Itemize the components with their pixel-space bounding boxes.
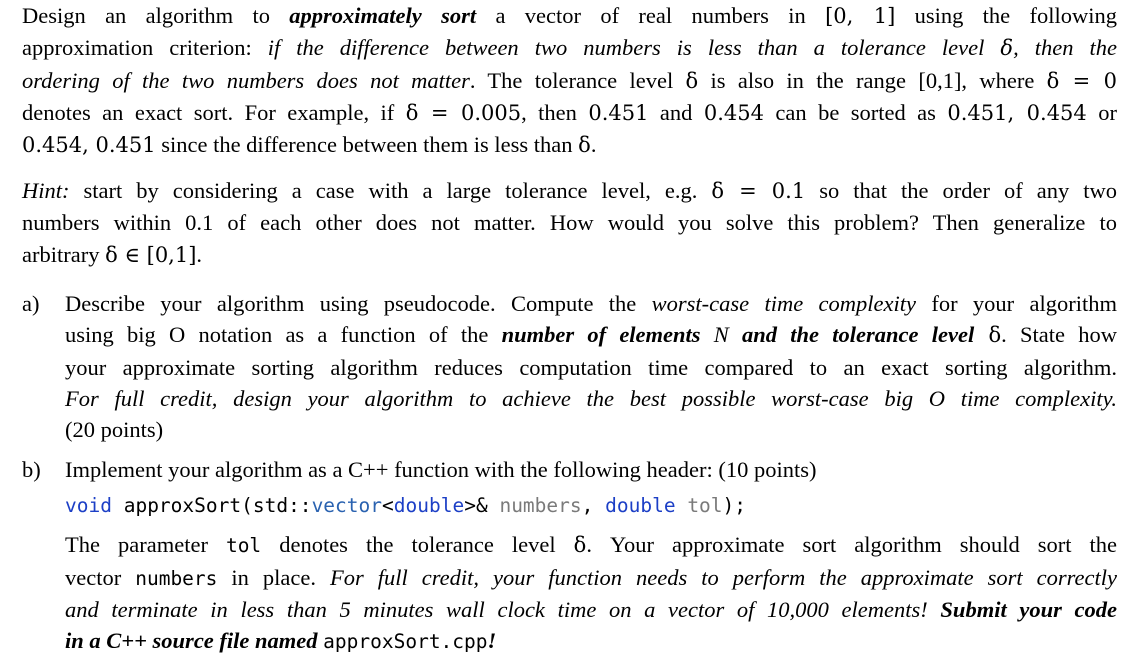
text: for your algorithm: [916, 291, 1117, 316]
math: N: [700, 322, 743, 348]
math: δ = 0.1: [711, 179, 806, 203]
math: δ: [578, 133, 591, 158]
text: using the following: [895, 3, 1117, 28]
part-b-label: b): [22, 457, 41, 482]
text: . Your approximate sort algorithm should sort the: [586, 532, 1117, 558]
text: so that the order of any two: [805, 178, 1117, 203]
code-keyword: double: [393, 494, 465, 518]
hint-line-2: numbers within 0.1 of each other does not matter. How would you solve this problem? Then generalize to: [22, 210, 1117, 236]
emphasis: worst-case time complexity: [651, 291, 916, 316]
inline-code: tol: [225, 534, 262, 558]
text: approximation criterion:: [22, 35, 268, 61]
code-text: approxSort(std::: [111, 494, 312, 518]
math: δ = 0.005: [405, 100, 522, 125]
text: Describe your algorithm using pseudocode. Compute the: [65, 291, 652, 316]
emphasis: number of elements: [501, 322, 701, 348]
part-b-paragraph-2: [65, 529, 1117, 657]
intro-paragraph: [22, 0, 1117, 161]
intro-line-3: [22, 65, 1117, 97]
code-text: ,: [581, 494, 606, 518]
emphasis: ordering of the two numbers does not matter: [22, 67, 470, 93]
text: vector: [65, 564, 136, 590]
text: and: [648, 99, 704, 125]
part-b-p2-line-4: [65, 625, 1117, 657]
code-keyword: void: [65, 494, 112, 518]
text: is also in the range [0,1], where: [698, 67, 1047, 93]
intro-line-5: [22, 129, 1117, 161]
text: arbitrary: [22, 241, 106, 267]
intro-line-1: [22, 0, 1117, 32]
text: Design an algorithm to: [22, 3, 290, 28]
emphasis: , then the: [1013, 35, 1117, 61]
inline-code: numbers: [135, 566, 218, 590]
code-param: numbers: [499, 494, 582, 518]
emphasis: and the tolerance level: [742, 322, 975, 348]
math: 0.451: [588, 100, 649, 125]
inline-code: approxSort.cpp: [323, 630, 488, 654]
math: δ ∈ [0,1]: [105, 242, 197, 267]
text: in place.: [217, 564, 330, 590]
code-text: >&: [464, 494, 500, 518]
part-a-line-5: (20 points): [65, 417, 164, 443]
hint-line-1: [22, 175, 1117, 207]
emphasis: and terminate in less than 5 minutes wall clock time on a vector of 10,000 elements!: [65, 596, 941, 622]
part-a-line-2: [65, 319, 1117, 351]
math: δ: [685, 68, 699, 93]
math: δ: [974, 323, 1002, 348]
text: a vector of real numbers in: [476, 3, 826, 28]
text: . The tolerance level: [469, 67, 686, 93]
part-b-body: [65, 454, 1117, 657]
emphasis: For full credit, design your algorithm to achieve the best possible worst-case big O time complexity.: [65, 385, 1117, 411]
math: δ: [1000, 36, 1014, 61]
part-b-p2-line-1: [65, 529, 1117, 561]
strong-emphasis: !: [487, 628, 497, 654]
text: or: [1086, 99, 1117, 125]
math: δ: [573, 533, 587, 558]
text: denotes the tolerance level: [261, 532, 574, 558]
text: can be sorted as: [763, 99, 948, 125]
text: denotes an exact sort. For example, if: [22, 99, 406, 125]
text: The parameter: [65, 532, 226, 558]
text: using big O notation as a function of the: [65, 322, 502, 348]
hint-line-3: [22, 239, 1117, 271]
strong-emphasis: in a C++ source file named: [65, 628, 324, 654]
text: .: [590, 132, 597, 158]
intro-line-2: [22, 32, 1117, 64]
text: . State how: [1001, 322, 1117, 348]
part-a-line-1: [65, 288, 1117, 319]
part-b-p2-line-2: [65, 562, 1117, 594]
math: 0.451, 0.454: [947, 100, 1087, 125]
code-keyword: double: [605, 494, 676, 518]
emphasis: if the difference between two numbers is less than a tolerance level: [267, 35, 1001, 61]
hint-paragraph: [22, 175, 1117, 271]
part-a-label: a): [22, 291, 40, 316]
text: .: [196, 241, 203, 267]
math: 0.454, 0.451: [22, 133, 156, 158]
emphasis: For full credit, your function needs to perform the approximate sort correctly: [330, 564, 1117, 590]
part-b-p2-line-3: [65, 594, 1117, 625]
code-text: );: [722, 494, 747, 518]
part-b-line-1: Implement your algorithm as a C++ function with the following header: (10 points): [65, 457, 817, 482]
math: 0.454: [703, 100, 764, 125]
part-a-line-4: [65, 383, 1117, 414]
text: since the difference between them is less than: [155, 132, 579, 158]
part-a-body: [65, 288, 1117, 445]
intro-line-4: [22, 97, 1117, 129]
text: , then: [521, 99, 589, 125]
strong-emphasis: Submit your code: [940, 596, 1117, 622]
code-param: tol: [675, 494, 723, 518]
emphasis: approximately sort: [289, 3, 477, 28]
hint-label: Hint:: [22, 178, 70, 203]
code-text: <: [382, 494, 394, 518]
function-header-code: [65, 491, 1117, 521]
text: start by considering a case with a large tolerance level, e.g.: [69, 178, 712, 203]
math: [0, 1]: [825, 4, 896, 28]
math: δ = 0: [1046, 68, 1118, 93]
part-a-line-3: your approximate sorting algorithm reduces computation time compared to an exact sorting algorithm.: [65, 354, 1117, 380]
code-type: vector: [311, 494, 383, 518]
